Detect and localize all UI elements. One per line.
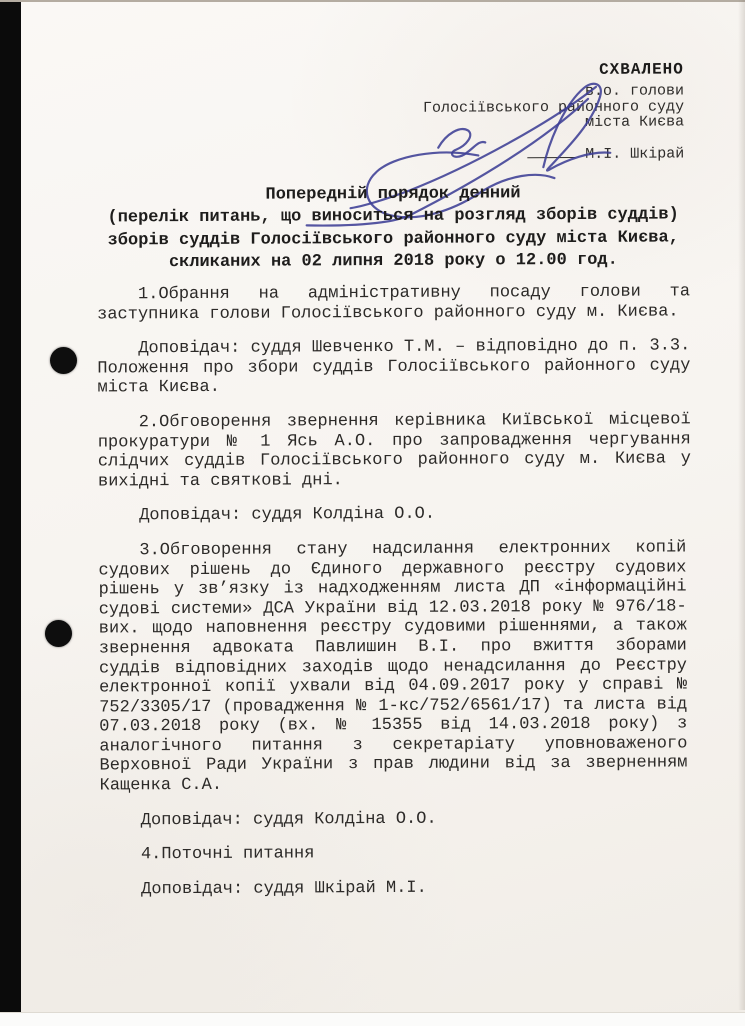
- title-line-1: Попередній порядок денний: [265, 184, 521, 205]
- signature-row: [423, 147, 684, 164]
- title-line-2: (перелік питань, що виноситься на розгляд зборів суддів): [107, 205, 679, 228]
- document-title: [96, 182, 689, 275]
- rapporteur-2: Доповідач: суддя Колдіна О.О.: [139, 505, 436, 526]
- agenda-item-1: 1.Обрання на адміністративну посаду голови та заступника голови Голосіївського районного суду м. Києва.: [97, 282, 691, 325]
- approval-line-1: в.о. голови: [584, 82, 685, 100]
- approval-status: СХВАЛЕНО: [598, 60, 684, 79]
- signatory-name: М.І. Шкірай: [585, 145, 685, 164]
- agenda-item-3: 3.Обговорення стану надсилання електронних копій судових рішень до Єдиного державного реєстру судових рішень у зв’язку із надходженням листа ДП «інформаційні судові системи» ДСА України від 12.03.2018 року № 976/18-вих. щодо наповнення реєстру судовими рішеннями, а також звернення адвоката Павлишин В.І. про вжиття зборами суддів відповідних заходів щодо ненадсилання до Реєстру електронної копії ухвали від 04.09.2017 року у справі № 752/3305/17 (провадження № 1-кс/752/6561/17) та листа від 07.03.2018 року (вх. № 15355 від 14.03.2018 року) з аналогічного питання з секретаріату уповноваженого Верховної Ради України з прав людини від за зверненням Кащенка С.А.: [98, 538, 688, 796]
- rapporteur-1: Доповідач: суддя Шевченко Т.М. – відповідно до п. 3.3. Положення про збори суддів Голосіївського районного суду міста Києва.: [97, 336, 691, 398]
- approval-block: [423, 62, 685, 163]
- agenda-body: [97, 282, 693, 915]
- signature-underline: [527, 156, 575, 158]
- agenda-item-2: 2.Обговорення звернення керівника Київської місцевої прокуратури № 1 Ясь А.О. про запровадження чергування слідчих суддів Голосіївського районного суду м. Києва у вихідні та святкові дні.: [97, 410, 691, 492]
- title-line-4: скликаних на 02 липня 2018 року о 12.00 год.: [168, 250, 618, 273]
- approval-line-3: міста Києва: [585, 113, 685, 132]
- rapporteur-3: Доповідач: суддя Колдіна О.О.: [140, 809, 437, 830]
- agenda-item-4: 4.Поточні питання: [140, 844, 315, 865]
- rapporteur-4: Доповідач: суддя Шкірай М.І.: [141, 878, 427, 900]
- approval-line-2: Голосіївського районного суду: [422, 97, 685, 117]
- title-line-3: зборів суддів Голосіївського районного суду міста Києва,: [107, 228, 679, 251]
